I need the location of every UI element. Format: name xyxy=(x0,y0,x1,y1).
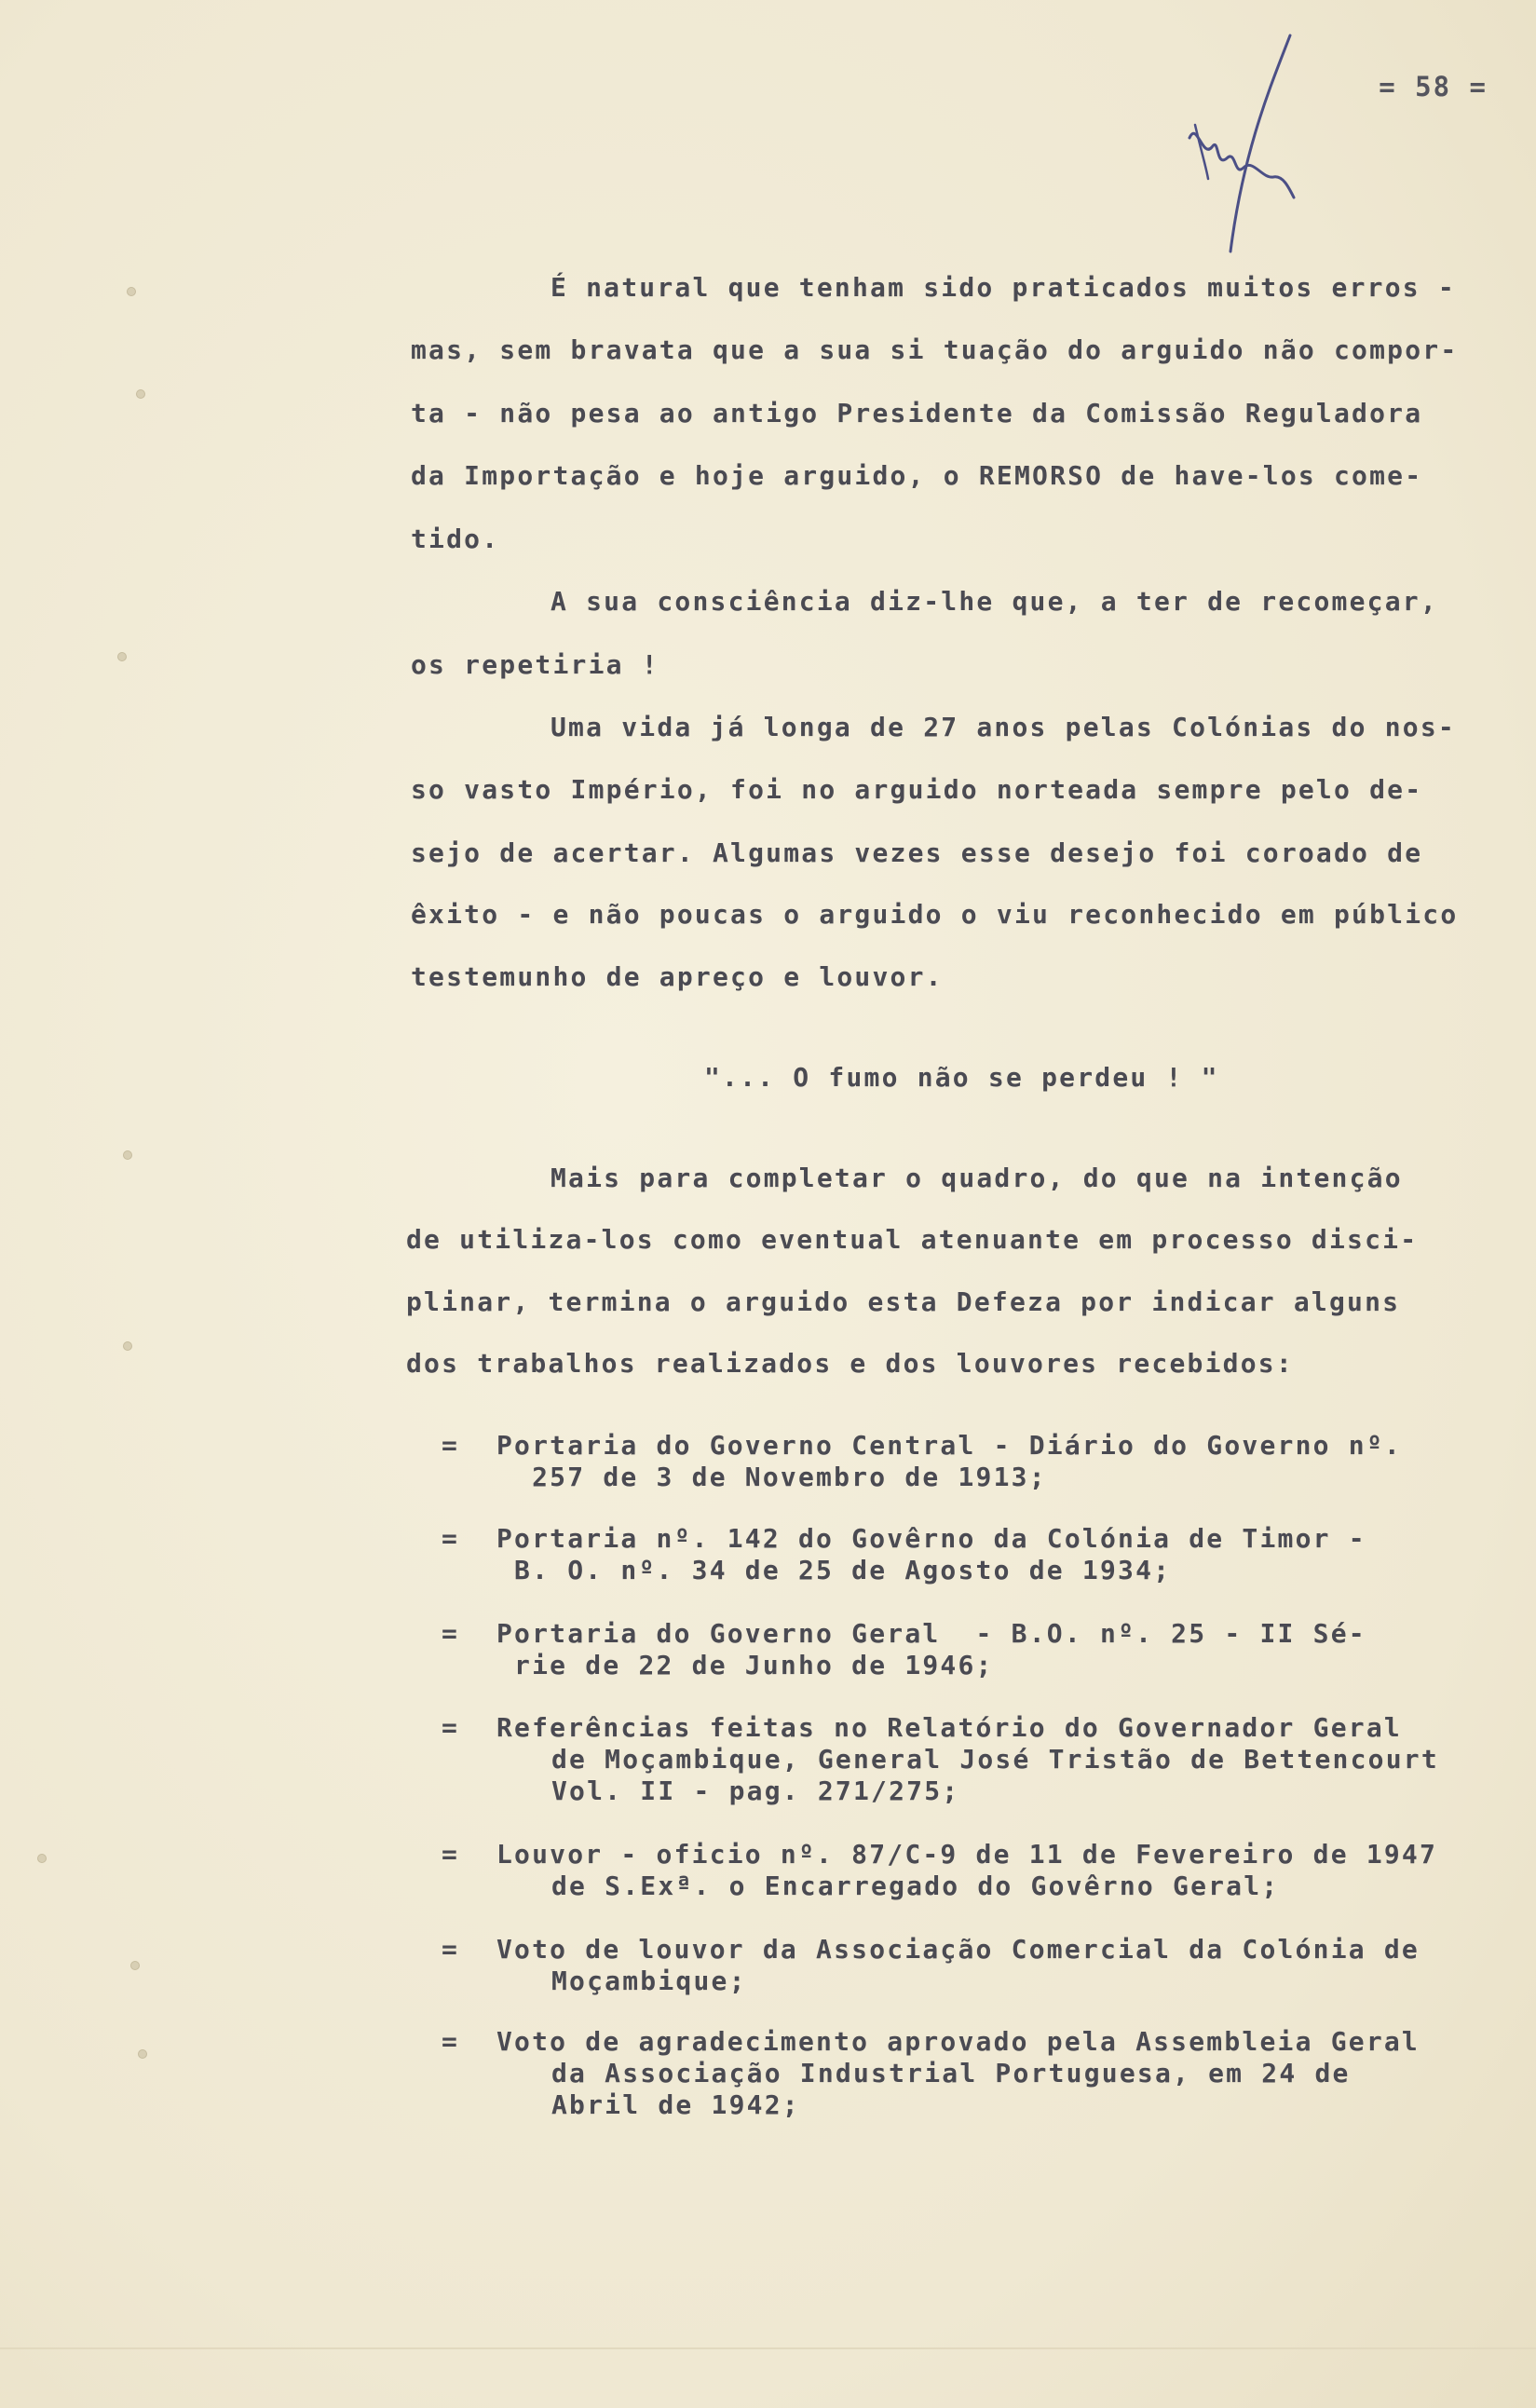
punch-hole xyxy=(130,1961,140,1970)
punch-hole xyxy=(37,1854,47,1863)
list-item-line: Portaria nº. 142 do Govêrno da Colónia de Timor - xyxy=(496,1523,1366,1554)
list-item-line: Voto de louvor da Associação Comercial da Colónia de xyxy=(496,1934,1420,1965)
list-marker: = xyxy=(442,1618,457,1649)
list-item-line: 257 de 3 de Novembro de 1913; xyxy=(496,1462,1047,1492)
list-item-line: Referências feitas no Relatório do Governador Geral xyxy=(496,1712,1402,1743)
punch-hole xyxy=(127,287,136,296)
paragraph-line: so vasto Império, foi no arguido norteada sempre pelo de- xyxy=(411,774,1423,805)
page-number: = 58 = xyxy=(1379,71,1488,102)
paragraph-line: testemunho de apreço e louvor. xyxy=(411,961,944,992)
list-item-line: Louvor - oficio nº. 87/C-9 de 11 de Fevereiro de 1947 xyxy=(496,1839,1438,1870)
paragraph-line: É natural que tenham sido praticados muitos erros - xyxy=(551,272,1456,303)
paragraph-line: de utiliza-los como eventual atenuante em processo disci- xyxy=(406,1224,1419,1255)
list-item-line: Moçambique; xyxy=(551,1966,747,1996)
quote-line: "... O fumo não se perdeu ! " xyxy=(704,1062,1219,1093)
paragraph-line: plinar, termina o arguido esta Defeza por indicar alguns xyxy=(406,1286,1401,1317)
paragraph-line: dos trabalhos realizados e dos louvores recebidos: xyxy=(406,1348,1294,1379)
punch-hole xyxy=(123,1341,132,1351)
list-item-line: rie de 22 de Junho de 1946; xyxy=(496,1650,994,1680)
punch-hole xyxy=(117,652,127,661)
paragraph-line: tido. xyxy=(411,524,500,554)
list-marker: = xyxy=(442,1430,457,1461)
paragraph-line: A sua consciência diz-lhe que, a ter de recomeçar, xyxy=(551,586,1438,617)
list-marker: = xyxy=(442,1712,457,1743)
list-item-line: Abril de 1942; xyxy=(551,2089,800,2120)
list-item-line: Voto de agradecimento aprovado pela Assembleia Geral xyxy=(496,2026,1420,2057)
list-item-line: Vol. II - pag. 271/275; xyxy=(551,1775,960,1806)
paragraph-line: Mais para completar o quadro, do que na intenção xyxy=(551,1163,1403,1193)
punch-hole xyxy=(123,1150,132,1160)
paragraph-line: êxito - e não poucas o arguido o viu reconhecido em público xyxy=(411,899,1459,930)
paragraph-line: mas, sem bravata que a sua si tuação do arguido não compor- xyxy=(411,334,1459,365)
list-item-line: B. O. nº. 34 de 25 de Agosto de 1934; xyxy=(496,1555,1172,1585)
handwritten-signature xyxy=(1169,28,1318,261)
list-marker: = xyxy=(442,1934,457,1965)
list-item-line: da Associação Industrial Portuguesa, em 24 de xyxy=(551,2058,1351,2088)
page-fold-line xyxy=(0,2347,1536,2349)
list-item-line: de Moçambique, General José Tristão de Bettencourt xyxy=(551,1744,1439,1775)
list-item-line: de S.Exª. o Encarregado do Govêrno Geral; xyxy=(551,1871,1280,1901)
punch-hole xyxy=(136,389,145,399)
paragraph-line: os repetiria ! xyxy=(411,649,659,680)
list-item-line: Portaria do Governo Geral - B.O. nº. 25 - II Sé- xyxy=(496,1618,1366,1649)
paragraph-line: sejo de acertar. Algumas vezes esse desejo foi coroado de xyxy=(411,837,1423,868)
list-marker: = xyxy=(442,1839,457,1870)
list-item-line: Portaria do Governo Central - Diário do Governo nº. xyxy=(496,1430,1402,1461)
paragraph-line: Uma vida já longa de 27 anos pelas Colónias do nos- xyxy=(551,712,1456,742)
punch-hole xyxy=(138,2049,147,2059)
paragraph-line: ta - não pesa ao antigo Presidente da Comissão Reguladora xyxy=(411,398,1423,429)
list-marker: = xyxy=(442,1523,457,1554)
list-marker: = xyxy=(442,2026,457,2057)
paragraph-line: da Importação e hoje arguido, o REMORSO de have-los come- xyxy=(411,460,1423,491)
